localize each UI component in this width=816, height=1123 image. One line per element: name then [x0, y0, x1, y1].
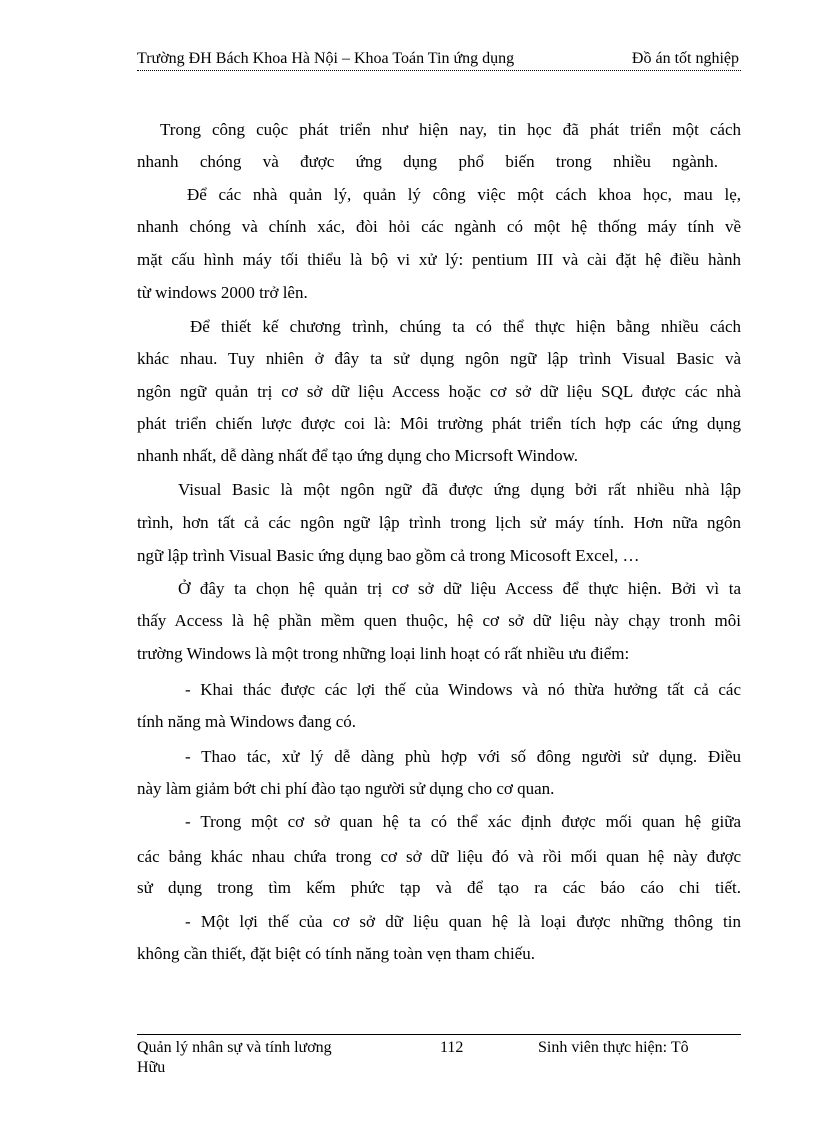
body-text-line: không cần thiết, đặt biệt có tính năng toàn vẹn tham chiếu. — [137, 944, 535, 963]
body-text-line: sử dụng trong tìm kếm phức tạp và để tạo ra các báo cáo chi tiết. — [137, 878, 741, 897]
body-text-line: trình, hơn tất cả các ngôn ngữ lập trình trong lịch sử máy tính. Hơn nữa ngôn — [137, 513, 741, 532]
body-text-line: các bảng khác nhau chứa trong cơ sở dữ liệu đó và rồi mối quan hệ này được — [137, 847, 741, 866]
body-text-line: khác nhau. Tuy nhiên ở đây ta sử dụng ngôn ngữ lập trình Visual Basic và — [137, 349, 741, 368]
footer-left: Quản lý nhân sự và tính lương — [137, 1039, 332, 1056]
body-text-line: Visual Basic là một ngôn ngữ đã được ứng dụng bởi rất nhiều nhà lập — [178, 480, 741, 499]
header-left: Trường ĐH Bách Khoa Hà Nội – Khoa Toán Tin ứng dụng — [137, 50, 515, 67]
body-text-line: phát triển chiến lược được coi là: Môi trường phát triển tích hợp các ứng dụng — [137, 414, 741, 433]
body-text-line: nhanh chóng và được ứng dụng phổ biến trong nhiều ngành. — [137, 152, 718, 171]
body-text-line: Để thiết kế chương trình, chúng ta có thể thực hiện bằng nhiều cách — [190, 317, 741, 336]
body-text-line: Để các nhà quản lý, quản lý công việc một cách khoa học, mau lẹ, — [187, 185, 741, 204]
body-text-line: - Khai thác được các lợi thế của Windows và nó thừa hưởng tất cả các — [185, 680, 741, 699]
footer-right: Sinh viên thực hiện: Tô — [538, 1039, 689, 1056]
body-text-line: - Trong một cơ sở quan hệ ta có thể xác định được mối quan hệ giữa — [185, 812, 741, 831]
body-text-line: nhanh chóng và chính xác, đòi hỏi các ngành có một hệ thống máy tính về — [137, 217, 741, 236]
body-text-line: ngôn ngữ quản trị cơ sở dữ liệu Access hoặc cơ sở dữ liệu SQL được các nhà — [137, 382, 741, 401]
body-text-line: nhanh nhất, dễ dàng nhất để tạo ứng dụng cho Micrsoft Window. — [137, 446, 578, 465]
body-text-line: Trong công cuộc phát triển như hiện nay, tin học đã phát triển một cách — [160, 120, 741, 139]
footer-rule — [137, 1034, 741, 1035]
body-text-line: trường Windows là một trong những loại linh hoạt có rất nhiều ưu điểm: — [137, 644, 630, 663]
body-text-line: thấy Access là hệ phần mềm quen thuộc, hệ cơ sở dữ liệu này chạy tronh môi — [137, 611, 741, 630]
body-text-line: - Một lợi thế của cơ sở dữ liệu quan hệ là loại được những thông tin — [185, 912, 741, 931]
body-text-line: này làm giảm bớt chi phí đào tạo người sử dụng cho cơ quan. — [137, 779, 555, 798]
body-text-line: từ windows 2000 trở lên. — [137, 283, 308, 302]
body-text-line: Ở đây ta chọn hệ quản trị cơ sở dữ liệu Access để thực hiện. Bởi vì ta — [178, 579, 741, 598]
body-text-line: ngữ lập trình Visual Basic ứng dụng bao gồm cả trong Micosoft Excel, … — [137, 546, 640, 565]
body-text-line: - Thao tác, xử lý dễ dàng phù hợp với số đông người sử dụng. Điều — [185, 747, 741, 766]
body-text-line: mặt cấu hình máy tối thiểu là bộ vi xử lý: pentium III và cài đặt hệ điều hành — [137, 250, 741, 269]
footer-right-wrap: Hữu — [137, 1059, 166, 1076]
page-header — [137, 48, 741, 71]
footer-page-number: 112 — [440, 1039, 464, 1056]
header-right: Đồ án tốt nghiệp — [631, 50, 739, 67]
body-text-line: tính năng mà Windows đang có. — [137, 712, 357, 731]
